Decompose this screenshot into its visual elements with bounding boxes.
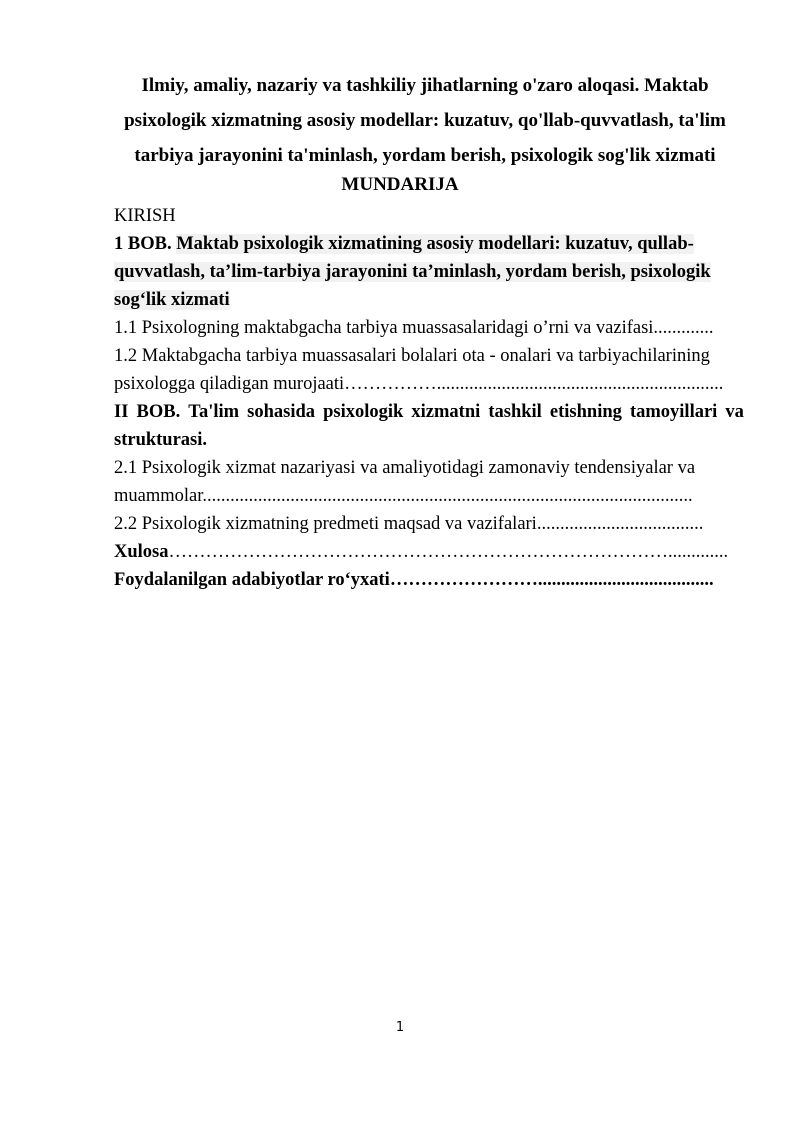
document-title bbox=[110, 68, 740, 173]
title-line-2: psixologik xizmatning asosiy modellar: kuzatuv, qo'llab-quvvatlash, ta'lim bbox=[124, 110, 726, 131]
toc-entry-kirish: KIRISH bbox=[114, 206, 176, 226]
chapter-1-title-part-2: quvvatlash, ta’lim-tarbiya jarayonini ta’minlash, yordam berish, psixologik bbox=[114, 262, 711, 282]
title-line-3: tarbiya jarayonini ta'minlash, yordam berish, psixologik sog'lik xizmati bbox=[134, 145, 716, 166]
table-of-contents bbox=[114, 202, 744, 594]
toc-entry-1-1: 1.1 Psixologning maktabgacha tarbiya muassasalaridagi o’rni va vazifasi............. bbox=[114, 318, 714, 338]
xulosa-label: Xulosa bbox=[114, 542, 169, 562]
chapter-2-word: BOB. bbox=[136, 402, 181, 422]
chapter-2-word: Ta'lim bbox=[188, 402, 240, 422]
toc-entry-1-2-line-1: 1.2 Maktabgacha tarbiya muassasalari bolalari ota - onalari va tarbiyachilarining bbox=[114, 346, 710, 366]
adabiyotlar-label: Foydalanilgan adabiyotlar ro‘yxati bbox=[114, 570, 390, 590]
toc-chapter-2-line-2: strukturasi. bbox=[114, 430, 208, 450]
toc-entry-xulosa bbox=[114, 538, 744, 566]
title-line-1: Ilmiy, amaliy, nazariy va tashkiliy jihatlarning o'zaro aloqasi. Maktab bbox=[141, 75, 709, 96]
toc-entry-2-2: 2.2 Psixologik xizmatning predmeti maqsad va vazifalari.................................... bbox=[114, 514, 704, 534]
toc-chapter-2-line-1 bbox=[114, 398, 744, 426]
toc-chapter-1-line-1 bbox=[114, 230, 744, 258]
page-number: 1 bbox=[395, 1020, 405, 1035]
toc-entry-2-1-line-2: muammolar.......................................................................................................... bbox=[114, 486, 693, 506]
toc-entry-adabiyotlar bbox=[114, 566, 744, 594]
chapter-1-title-part-3: sog‘lik xizmati bbox=[114, 290, 230, 310]
chapter-2-word: va bbox=[725, 402, 744, 422]
chapter-1-title-part-1: Maktab psixologik xizmatining asosiy modellari: kuzatuv, qullab- bbox=[176, 234, 694, 254]
chapter-1-prefix: 1 BOB. bbox=[114, 234, 172, 254]
toc-entry-1-2-line-2: psixologga qiladigan murojaati…………….............................................................. bbox=[114, 374, 724, 394]
chapter-2-word: tamoyillari bbox=[629, 402, 718, 422]
toc-chapter-1-line-3 bbox=[114, 286, 744, 314]
chapter-2-word: psixologik bbox=[323, 402, 404, 422]
toc-entry-2-1-line-1: 2.1 Psixologik xizmat nazariyasi va amaliyotidagi zamonaviy tendensiyalar va bbox=[114, 458, 696, 478]
xulosa-dots: ………………………………………………………………………............. bbox=[168, 542, 729, 562]
chapter-2-word: etishning bbox=[549, 402, 622, 422]
chapter-2-word: xizmatni bbox=[411, 402, 481, 422]
chapter-2-word: tashkil bbox=[488, 402, 542, 422]
chapter-2-word: II bbox=[114, 402, 129, 422]
table-of-contents-heading: MUNDARIJA bbox=[341, 174, 459, 195]
toc-chapter-1-line-2 bbox=[114, 258, 744, 286]
adabiyotlar-dots: ……………………...................................... bbox=[389, 570, 714, 590]
chapter-2-word: sohasida bbox=[247, 402, 315, 422]
